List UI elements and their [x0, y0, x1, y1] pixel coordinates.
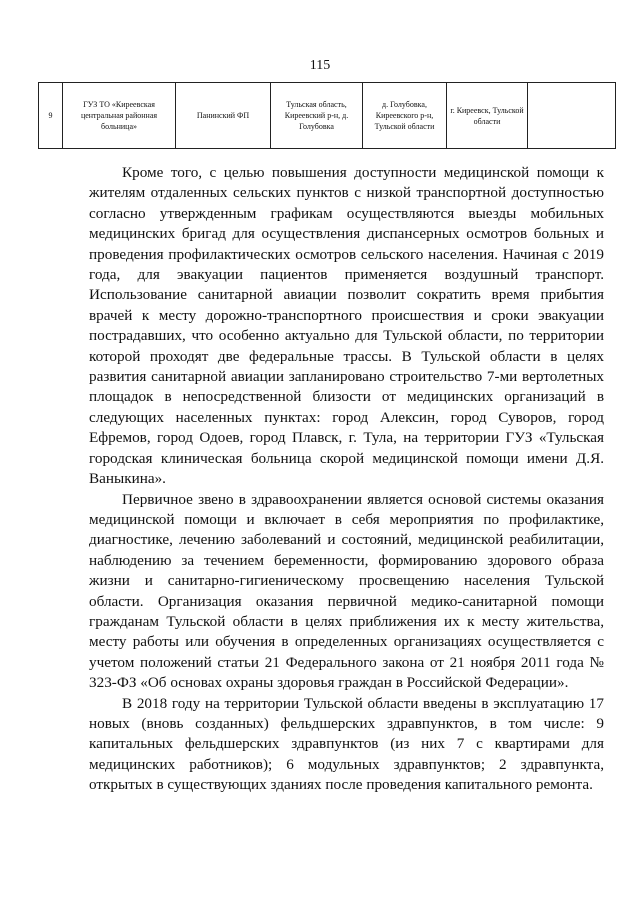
- row-number-cell: 9: [39, 83, 63, 149]
- empty-cell: [528, 83, 616, 149]
- district-cell: г. Киреевск, Тульской области: [447, 83, 528, 149]
- facility-name-cell: Панинский ФП: [176, 83, 271, 149]
- organization-cell: ГУЗ ТО «Киреевская центральная районная больница»: [63, 83, 176, 149]
- address-cell: Тульская область, Киреевский р-н, д. Голубовка: [271, 83, 363, 149]
- facility-table: [38, 82, 616, 149]
- body-text: [89, 163, 604, 796]
- paragraph-primary-care: Первичное звено в здравоохранении является основой системы оказания медицинской помощи и включает в себя мероприятия по профилактике, диагностике, лечению заболеваний и состояний, медицинской реабилитации, наблюдению за течением беременности, формированию здорового образа жизни и санитарно-гигиеническому просвещению населения Тульской области. Организация оказания первичной медико-санитарной помощи гражданам Тульской области в целях приближения их к месту жительства, месту работы или обучения в определенных организациях осуществляется с учетом положений статьи 21 Федерального закона от 21 ноября 2011 года № 323-ФЗ «Об основах охраны здоровья граждан в Российской Федерации».: [89, 490, 604, 692]
- paragraph-feldsher-stations: В 2018 году на территории Тульской области введены в эксплуатацию 17 новых (вновь созданных) фельдшерских здравпунктов, в том числе: 9 капитальных фельдшерских здравпунктов (из них 7 с квартирами для медицинских работников); 6 модульных здравпунктов; 2 здравпункта, открытых в существующих зданиях после проведения капитального ремонта.: [89, 694, 604, 794]
- page-number: 115: [309, 58, 331, 73]
- location-cell: д. Голубовка, Киреевского р-н, Тульской области: [363, 83, 447, 149]
- table-row: [39, 83, 616, 149]
- paragraph-sanitary-aviation: Кроме того, с целью повышения доступности медицинской помощи к жителям отдаленных сельских пунктов с низкой транспортной доступностью согласно утвержденным графикам осуществляются выезды мобильных медицинских бригад для осуществления диспансерных осмотров больных и проведения профилактических осмотров сельского населения. Начиная с 2019 года, для эвакуации пациентов применяется воздушный транспорт. Использование санитарной авиации позволит сократить время прибытия врачей к месту дорожно-транспортного происшествия и сроки эвакуации пострадавших, что особенно актуально для Тульской области, по территории которой проходят две федеральные трассы. В Тульской области в целях развития санитарной авиации запланировано строительство 7-ми вертолетных площадок в непосредственной близости от медицинских организаций в следующих населенных пунктах: город Алексин, город Суворов, город Ефремов, город Одоев, город Плавск, г. Тула, на территории ГУЗ «Тульская городская клиническая больница скорой медицинской помощи имени Д.Я. Ваныкина».: [89, 164, 604, 488]
